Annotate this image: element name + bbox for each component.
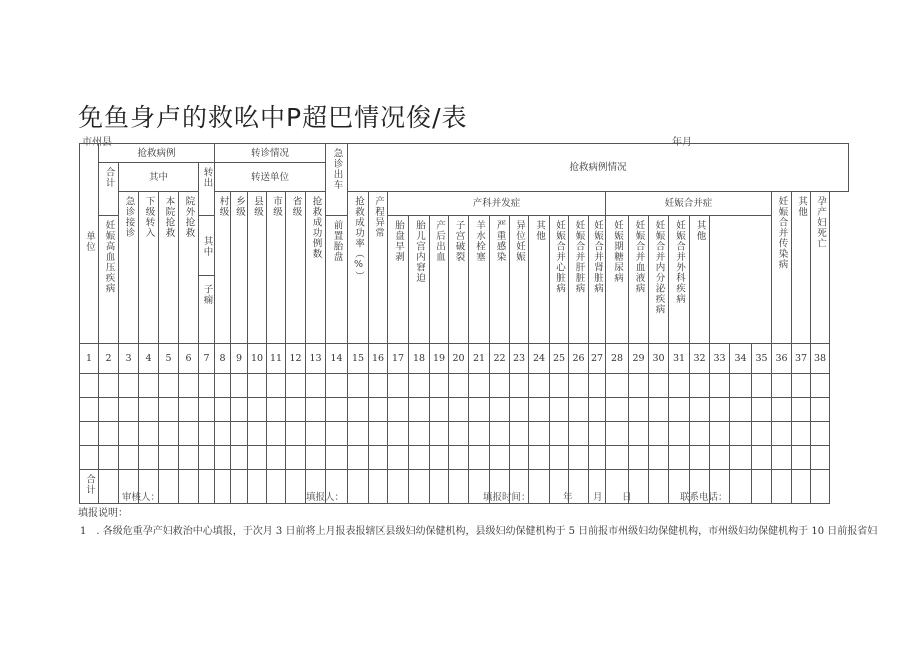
table-cell [606,374,629,398]
column-number: 7 [199,344,215,374]
table-cell [306,398,326,422]
column-number: 24 [529,344,550,374]
among-header: 其中 [119,163,199,192]
table-cell [752,470,772,504]
table-cell [449,374,469,398]
table-cell [569,374,589,398]
column-number: 15 [348,344,369,374]
column-number: 12 [286,344,306,374]
table-cell [409,374,430,398]
table-cell [490,398,510,422]
table-cell [199,470,215,504]
rescue-status-header: 抢救病例情况 [348,144,849,192]
column-number: 9 [231,344,248,374]
table-cell [139,398,159,422]
table-cell [409,398,430,422]
table-cell [80,398,99,422]
table-cell [369,422,388,446]
table-cell [510,422,529,446]
table-cell [649,446,669,470]
column-number: 38 [811,344,830,374]
table-cell [490,422,510,446]
blood-header: 妊娠合并血液病 [629,216,649,344]
table-cell [231,470,248,504]
table-cell [99,446,119,470]
table-cell [267,422,286,446]
village-header: 村级 [215,192,231,344]
table-row [80,398,849,422]
table-cell [99,470,119,504]
table-cell [409,446,430,470]
table-cell [159,374,179,398]
table-cell [430,374,449,398]
table-cell [589,374,606,398]
table-cell [215,398,231,422]
table-cell [792,470,811,504]
abruption-header: 胎盘早剥 [388,216,409,344]
table-cell [99,422,119,446]
table-cell [752,374,772,398]
table-cell [388,398,409,422]
table-cell [286,422,306,446]
table-cell [690,374,710,398]
table-cell [248,374,267,398]
surgical-header: 妊娠合并外科疾病 [669,216,690,344]
table-cell [306,422,326,446]
column-number: 5 [159,344,179,374]
table-cell [811,374,830,398]
city-header: 市级 [267,192,286,344]
table-cell [248,398,267,422]
column-number: 26 [569,344,589,374]
pregnancy-complication-header: 妊娠合并症 [606,192,772,216]
table-cell [326,422,348,446]
obstetric-header: 产科并发症 [388,192,606,216]
month-label: 月 [593,492,603,503]
table-cell [690,446,710,470]
table-cell [231,446,248,470]
infection-header: 严重感染 [490,216,510,344]
fill-time-label: 填报时间： [483,492,531,503]
table-cell [772,398,792,422]
table-cell [409,422,430,446]
table-cell [119,446,139,470]
table-cell [529,470,550,504]
column-number: 10 [248,344,267,374]
ectopic-header: 异位妊娠 [510,216,529,344]
table-cell [649,422,669,446]
table-cell [430,470,449,504]
page-title: 免鱼身卢的救吆中P超巴情况俊/表 [78,103,468,132]
column-number: 18 [409,344,430,374]
column-number: 31 [669,344,690,374]
column-number: 29 [629,344,649,374]
table-cell [730,446,752,470]
table-cell [248,470,267,504]
table-cell [490,446,510,470]
table-cell [199,398,215,422]
table-cell [139,446,159,470]
table-cell [159,470,179,504]
table-row [80,422,849,446]
table-cell [348,422,369,446]
table-cell [199,374,215,398]
table-cell [348,398,369,422]
table-cell [710,398,730,422]
table-cell [231,422,248,446]
table-cell [629,374,649,398]
table-cell [159,446,179,470]
filler-label: 填报人： [306,492,345,503]
send-unit-header: 转送单位 [215,163,326,192]
table-cell [669,398,690,422]
column-number: 19 [430,344,449,374]
table-cell [649,470,669,504]
table-cell [529,446,550,470]
table-cell [772,374,792,398]
reviewer-label: 审核人： [122,492,161,503]
table-cell [772,422,792,446]
table-cell [430,446,449,470]
table-cell [348,446,369,470]
table-cell [449,398,469,422]
table-cell [752,422,772,446]
column-number: 1 [80,344,99,374]
table-cell [710,446,730,470]
phone-label: 联系电话： [680,492,728,503]
table-cell [669,446,690,470]
table-cell [159,422,179,446]
table-cell [388,374,409,398]
table-cell [248,422,267,446]
column-number: 11 [267,344,286,374]
table-cell [469,374,490,398]
column-number: 37 [792,344,811,374]
success-rate-header: 抢救成功率（%） [348,192,369,344]
table-cell [792,422,811,446]
column-number: 32 [690,344,710,374]
column-number: 13 [306,344,326,374]
total-row-label: 合计 [84,474,95,495]
table-cell [215,470,231,504]
table-cell [369,470,388,504]
column-number: 4 [139,344,159,374]
transfer-status-header: 转诊情况 [215,144,326,163]
table-cell [690,422,710,446]
diabetes-header: 妊娠期糖尿病 [606,216,629,344]
table-cell [606,398,629,422]
table-cell [388,470,409,504]
table-cell [550,398,569,422]
table-cell [730,398,752,422]
outside-rescue-header: 院外抢救 [179,192,199,344]
eclampsia-label: 子痫 [201,284,213,305]
placenta-previa-header: 前置胎盘 [326,216,348,344]
table-cell [629,446,649,470]
table-row [80,374,849,398]
table-cell [80,374,99,398]
table-cell [159,398,179,422]
column-number: 20 [449,344,469,374]
table-cell [752,398,772,422]
table-cell [326,374,348,398]
table-cell [231,398,248,422]
maternal-death-header: 孕产妇死亡 [811,192,830,344]
uterine-rupture-header: 子宫破裂 [449,216,469,344]
table-cell [629,398,649,422]
table-cell [267,398,286,422]
notes-heading: 填报说明： [78,508,128,519]
table-cell [286,470,306,504]
table-cell [811,422,830,446]
table-cell [529,374,550,398]
note-1: 1 . 各级危重孕产妇救治中心填报，于次月 3 日前将上月报表报辖区县级妇幼保健机构，县级妇幼保健机构于 5 日前报市州级妇幼保健机构，市州级妇幼保健机构于 10 日前报省妇 [80,526,878,537]
table-cell [606,422,629,446]
unit-header: 单位 [80,144,99,344]
table-cell [589,422,606,446]
table-cell [589,398,606,422]
other1-header: 其他 [529,216,550,344]
table-cell [792,398,811,422]
table-cell [649,374,669,398]
table-cell [529,398,550,422]
table-cell [369,374,388,398]
other2-header: 其他 [690,216,710,344]
emergency-receive-header: 急诊接诊 [119,192,139,344]
column-number: 25 [550,344,569,374]
column-number: 36 [772,344,792,374]
table-cell [179,470,199,504]
table-cell [248,446,267,470]
table-cell [510,398,529,422]
transfer-out-header: 转出 [199,163,215,216]
total-row [80,470,849,504]
table-cell [179,422,199,446]
table-cell [286,398,306,422]
table-cell [326,398,348,422]
table-cell [710,422,730,446]
success-count-header: 抢救成功例数 [306,192,326,344]
period-label: 年月 [672,137,692,148]
column-number: 14 [326,344,348,374]
table-cell [792,374,811,398]
column-number-row [80,344,849,374]
day-label: 日 [622,492,632,503]
other3-header: 其他 [792,192,811,344]
table-cell [449,470,469,504]
table-cell [119,422,139,446]
table-cell [99,398,119,422]
table-cell [286,374,306,398]
table-cell [306,374,326,398]
column-number: 8 [215,344,231,374]
table-cell [772,470,792,504]
table-cell [811,446,830,470]
table-cell [215,374,231,398]
table-cell [649,398,669,422]
column-number: 33 [710,344,730,374]
heart-header: 妊娠合并心脏病 [550,216,569,344]
column-number: 22 [490,344,510,374]
table-cell [430,422,449,446]
labor-abnormal-header: 产程异常 [369,192,388,344]
table-cell [469,398,490,422]
table-cell [752,446,772,470]
column-number: 30 [649,344,669,374]
table-cell [215,446,231,470]
table-cell [348,470,369,504]
table-cell [348,374,369,398]
emergency-car-header: 急诊出车 [326,144,348,216]
amniotic-header: 羊水栓塞 [469,216,490,344]
table-cell [569,422,589,446]
table-cell [326,446,348,470]
table-cell [690,398,710,422]
column-number: 34 [730,344,752,374]
table-cell [179,446,199,470]
table-cell [629,470,649,504]
among2-label: 其中 [201,236,213,257]
pph-header: 产后出血 [430,216,449,344]
table-cell [449,422,469,446]
column-number: 23 [510,344,529,374]
table-cell [139,374,159,398]
table-cell [199,446,215,470]
table-cell [119,374,139,398]
kidney-header: 妊娠合并肾脏病 [589,216,606,344]
table-cell [99,374,119,398]
table-cell [231,374,248,398]
total-header: 合计 [99,163,119,216]
table-cell [569,398,589,422]
table-cell [286,446,306,470]
rescue-report-table [79,143,849,504]
township-header: 乡级 [231,192,248,344]
table-cell [792,446,811,470]
table-cell [510,374,529,398]
column-number: 3 [119,344,139,374]
table-cell [179,398,199,422]
region-label: 市州县 [82,137,112,148]
fetal-distress-header: 胎儿宫内窘迫 [409,216,430,344]
table-cell [306,446,326,470]
table-cell [80,470,99,504]
county-header: 县级 [248,192,267,344]
table-cell [388,446,409,470]
year-label: 年 [563,492,573,503]
table-cell [449,446,469,470]
table-cell [550,446,569,470]
table-cell [430,398,449,422]
table-cell [369,398,388,422]
endocrine-header: 妊娠合并内分泌疾病 [649,216,669,344]
table-row [80,446,849,470]
table-cell [409,470,430,504]
column-number: 35 [752,344,772,374]
table-cell [267,446,286,470]
table-cell [730,470,752,504]
table-cell [215,422,231,446]
table-cell [267,470,286,504]
table-cell [629,422,649,446]
table-cell [730,374,752,398]
column-number: 17 [388,344,409,374]
table-cell [267,374,286,398]
liver-header: 妊娠合并肝脏病 [569,216,589,344]
table-cell [119,398,139,422]
table-cell [772,446,792,470]
among2-eclampsia-header [199,216,215,344]
table-cell [80,446,99,470]
table-cell [550,422,569,446]
table-cell [179,374,199,398]
table-cell [569,446,589,470]
column-number: 6 [179,344,199,374]
table-cell [369,446,388,470]
table-cell [490,374,510,398]
column-number: 16 [369,344,388,374]
table-cell [811,470,830,504]
table-cell [669,422,690,446]
province-header: 省级 [286,192,306,344]
column-number: 27 [589,344,606,374]
table-cell [510,446,529,470]
table-cell [811,398,830,422]
column-number: 2 [99,344,119,374]
table-cell [710,374,730,398]
table-cell [606,446,629,470]
infectious-header: 妊娠合并传染病 [772,192,792,344]
table-cell [469,446,490,470]
table-cell [80,422,99,446]
table-cell [199,422,215,446]
lower-referral-header: 下级转入 [139,192,159,344]
hypertension-header: 妊娠高血压疾病 [99,216,119,344]
table-cell [669,374,690,398]
table-cell [529,422,550,446]
table-cell [589,446,606,470]
column-number: 28 [606,344,629,374]
hospital-rescue-header: 本院抢救 [159,192,179,344]
table-cell [730,422,752,446]
table-cell [388,422,409,446]
column-number: 21 [469,344,490,374]
table-cell [469,422,490,446]
table-cell [550,374,569,398]
table-cell [139,422,159,446]
rescue-cases-header: 抢救病例 [99,144,215,163]
